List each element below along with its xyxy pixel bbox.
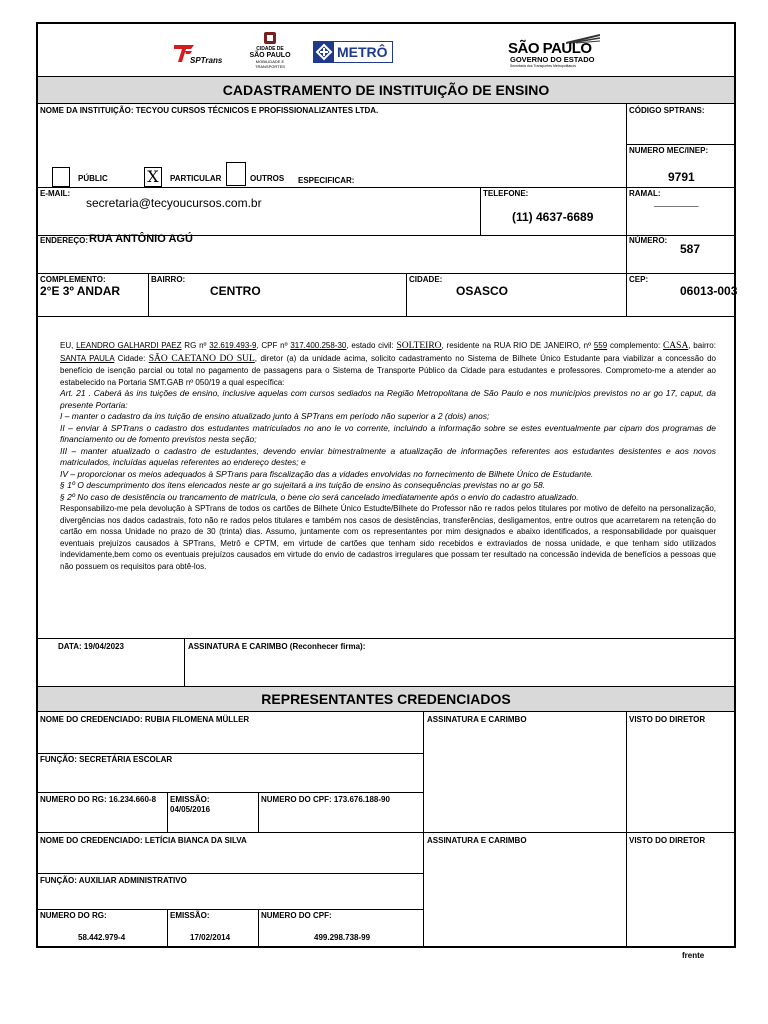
signature-stamp-label: ASSINATURA E CARIMBO (Reconhecer firma): — [188, 642, 366, 651]
others-checkbox[interactable] — [226, 162, 246, 186]
rep1-director-label: VISTO DO DIRETOR — [629, 715, 706, 724]
complement-value: 2°E 3º ANDAR — [40, 284, 121, 298]
rep2-cpf-value: 499.298.738-99 — [314, 933, 371, 942]
form-frame — [36, 22, 736, 948]
cidade-sp-logo: CIDADE DE SÃO PAULO MOBILIDADE E TRANSPORTES — [248, 30, 292, 72]
bairro-label: BAIRRO: — [151, 275, 186, 284]
rep1-name: NOME DO CREDENCIADO: RUBIA FILOMENA MÜLLER — [40, 715, 250, 724]
rep1-cpf: NUMERO DO CPF: 173.676.188-90 — [261, 795, 390, 804]
cep-label: CEP: — [629, 275, 649, 284]
declaration-text — [60, 340, 716, 572]
email-value: secretaria@tecyoucursos.com.br — [86, 196, 262, 210]
phone-value: (11) 4637-6689 — [512, 210, 594, 224]
form-title: CADASTRAMENTO DE INSTITUIÇÃO DE ENSINO — [38, 76, 734, 104]
metro-logo: METRÔ — [313, 41, 393, 63]
sptrans-code-label: CÓDIGO SPTRANS: — [629, 106, 705, 115]
rep1-role: FUNÇÃO: SECRETÁRIA ESCOLAR — [40, 755, 173, 764]
declaration-responsibility: Responsabilizo-me pela devolução à SPTrans de todos os cartões de Bilhete Único Estudte/Bilhete do Professor não re rados pelos titulares por motivo de defeito na personalização, divergências nos dados cadastrais, foto não re rados pelos titulares e também nos casos de desistências, transferências, desligamentos, entre outros que acarretarem na retenção do cartão em nossa Unidade no prazo de 30 (trinta) dias. Assumo, juntamente com os representantes por mim designados e abaixo identificados, a responsabilidade por quaisquer eventuais prejuízos causados à SPTrans, Metrô e CPTM, em virtude de cartões que tenham sido recebidos e extraviados de nossa unidade, e que tenham sido utilizados indevidamente,bem como os eventuais prejuízos causados em virtude do envio de cadastros irregulares que possam ter resultado na concessão indevida de benefícios a pessoas que não possuem os requisitos para obtê-los. — [60, 504, 716, 571]
signature-date: DATA: 19/04/2023 — [58, 642, 124, 651]
rep1-rg: NUMERO DO RG: 16.234.660-8 — [40, 795, 157, 804]
declaration-paragraph-1: § 1º O descumprimento dos itens elencados neste ar go sujeitará a ins tuição de ensino às consequências previstas no ar go 58. — [60, 480, 546, 490]
particular-label: PARTICULAR — [170, 174, 222, 183]
declaration-item-1: I – manter o cadastro da ins tuição de ensino atualizado junto à SPTrans em período não superior a 2 (dois) anos; — [60, 411, 490, 421]
ramal-value: __________ — [654, 198, 699, 207]
rep2-name: NOME DO CREDENCIADO: LETÍCIA BIANCA DA SILVA — [40, 836, 247, 845]
rep1-emission-label: EMISSÃO: — [170, 795, 210, 804]
representatives-title: REPRESENTANTES CREDENCIADOS — [38, 686, 734, 712]
rep2-role: FUNÇÃO: AUXILIAR ADMINISTRATIVO — [40, 876, 187, 885]
rep1-signature-label: ASSINATURA E CARIMBO — [427, 715, 527, 724]
particular-checkbox[interactable]: X — [144, 167, 162, 187]
declaration-item-2: II – enviar à SPTrans o cadastro dos estudantes matriculados no ano le vo corrente, incluindo a informação sobre se estes eventualmente par cipam dos programas de financiamento ou de fomento previstos nesta seção; — [60, 422, 716, 444]
rep2-signature-label: ASSINATURA E CARIMBO — [427, 836, 527, 845]
rep2-emission-label: EMISSÃO: — [170, 911, 210, 920]
number-value: 587 — [680, 242, 701, 256]
mec-inep-label: NUMERO MEC/INEP: — [629, 146, 709, 155]
public-label: PÚBLIC — [78, 174, 108, 183]
institution-name-label: NOME DA INSTITUIÇÃO: TECYOU CURSOS TÉCNICOS E PROFISSIONALIZANTES LTDA. — [40, 106, 379, 115]
address-label: ENDEREÇO: — [40, 236, 89, 245]
public-checkbox[interactable] — [52, 167, 70, 187]
declaration-intro: EU, LEANDRO GALHARDI PAEZ RG nº 32.619.493-9, CPF nº 317.400.258-30, estado civil: SOLTEIRO, residente na RUA RIO DE JANEIRO, nº 559 complemento: CASA, bairro: SANTA PAULA Cidade: SÃO CAETANO DO SUL, diretor (a) da unidade acima, solicito cadastramento no Sistema de Bilhete Único Estudante para viabilizar a concessão do benefício de isenção parcial ou total no pagamento de passagens para o Sistema de Transporte Público da Cidade para estudantes e professores. Comprometo-me a atender ao estabelecido na Portaria SMT.GAB nº 050/19 a qual específica: — [60, 341, 716, 387]
rep2-emission-value: 17/02/2014 — [190, 933, 231, 942]
declaration-item-3: III – manter atualizado o cadastro de estudantes, devendo enviar bimestralmente a atualização de informações referentes aos estudantes desistentes e aos novos matriculados, incluídas aquelas referentes ao endereço destes; e — [60, 445, 716, 467]
mec-inep-value: 9791 — [668, 170, 695, 184]
rep2-cpf-label: NUMERO DO CPF: — [261, 911, 332, 920]
others-label: OUTROS — [250, 174, 285, 183]
sptrans-logo: SPTrans — [172, 42, 232, 68]
rep2-rg-value: 58.442.979-4 — [78, 933, 126, 942]
address-value: RUA ANTÔNIO AGÚ — [89, 233, 193, 245]
city-label: CIDADE: — [409, 275, 443, 284]
complement-label: COMPLEMENTO: — [40, 275, 106, 284]
bairro-value: CENTRO — [210, 284, 261, 298]
rep2-rg-label: NUMERO DO RG: — [40, 911, 107, 920]
page-side-label: frente — [682, 951, 705, 960]
ramal-label: RAMAL: — [629, 189, 661, 198]
rep1-emission-value: 04/05/2016 — [170, 805, 211, 814]
sp-governo-logo: SÃO PAULO GOVERNO DO ESTADO Secretaria dos Transportes Metropolitanos — [508, 38, 600, 68]
email-label: E-MAIL: — [40, 189, 71, 198]
declaration-article: Art. 21 . Caberá às ins tuições de ensino, inclusive aquelas com cursos sediados na Região Metropolitana de São Paulo e nos municípios previstos no ar go 17, caput, da presente Portaria: — [60, 388, 716, 410]
city-value: OSASCO — [456, 284, 509, 298]
declaration-item-4: IV – proporcionar os meios adequados à SPTrans para fiscalização das a vidades envolvidas no fornecimento de Bilhete Único de Estudante. — [60, 468, 594, 479]
specify-label: ESPECIFICAR: — [298, 176, 355, 185]
rep2-director-label: VISTO DO DIRETOR — [629, 836, 706, 845]
declaration-paragraph-2: § 2º No caso de desistência ou trancamento de matrícula, o bene cio será cancelado imediatamente após o envio do cadastro atualizado. — [60, 491, 579, 502]
phone-label: TELEFONE: — [483, 189, 529, 198]
number-label: NÚMERO: — [629, 236, 668, 245]
cep-value: 06013-003 — [680, 284, 738, 298]
